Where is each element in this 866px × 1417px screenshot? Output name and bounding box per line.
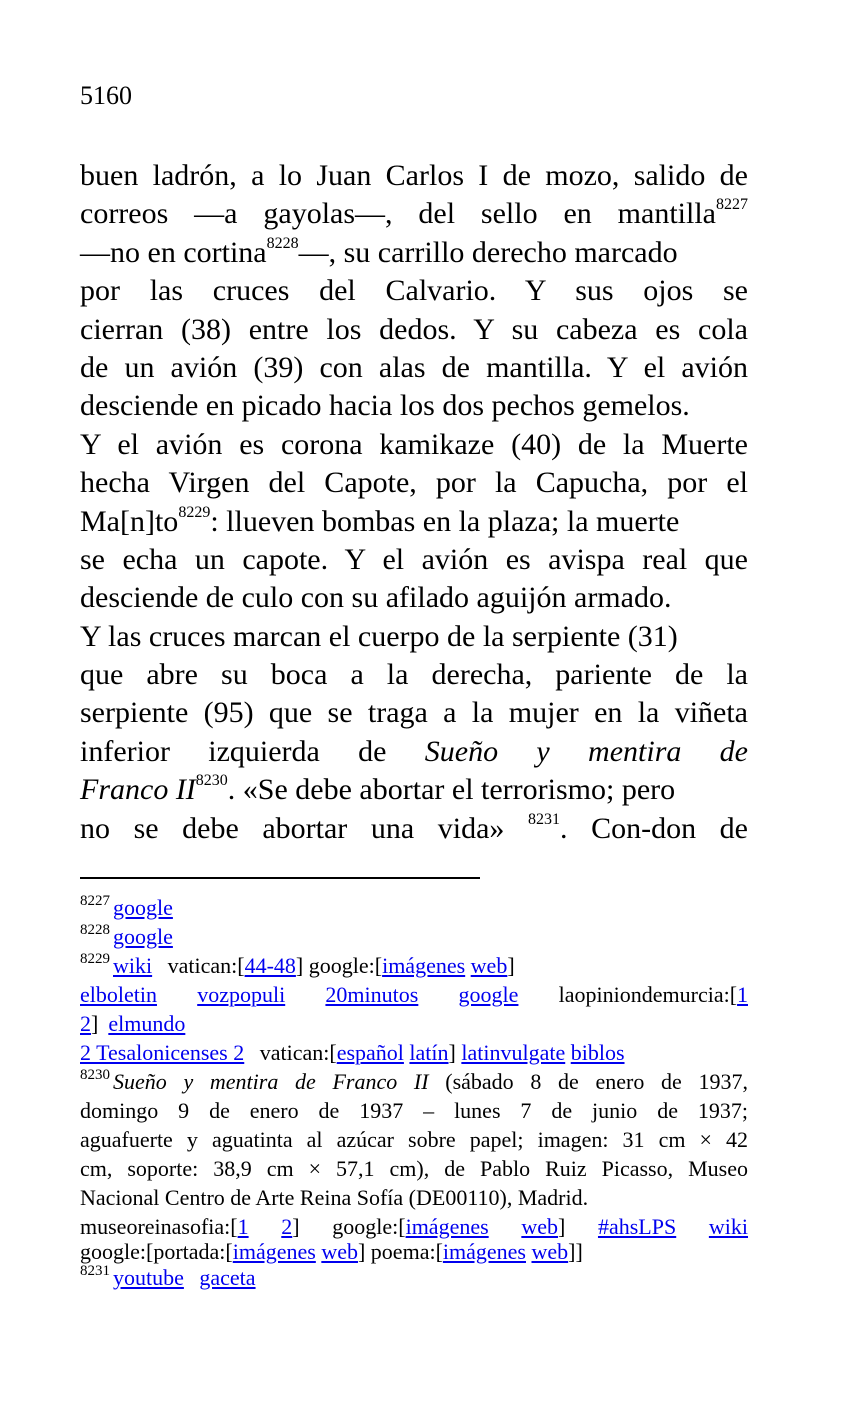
footnote-ref[interactable]: 8230 — [195, 772, 228, 790]
footnote-8228 — [80, 922, 748, 951]
label: vatican:[ — [167, 953, 245, 978]
bracket: ] — [91, 1011, 99, 1036]
footnote-8227 — [80, 893, 748, 922]
tesalonicenses-link[interactable]: 2 Tesalonicenses 2 — [80, 1040, 245, 1065]
footnote-ref[interactable]: 8231 — [528, 810, 561, 828]
text-line: —no en cortina$^{8228}$—, su carrillo derecho marcado — [80, 234, 678, 269]
hashtag-link[interactable]: #ahsLPS — [597, 1214, 677, 1239]
text-line: serpiente (95) que se traga a la mujer en la viñeta — [80, 696, 748, 730]
bracket: ] — [507, 953, 515, 978]
footnote-text-line: domingo 9 de enero de 1937 – lunes 7 de junio de 1937; — [80, 1098, 748, 1123]
footnote-8229 — [80, 951, 748, 980]
poema-images-link[interactable]: imágenes — [442, 1239, 526, 1264]
footnote-number: 8227 — [80, 893, 110, 909]
biblos-link[interactable]: biblos — [570, 1040, 625, 1065]
web-link[interactable]: web — [521, 1214, 558, 1239]
latinvulgate-link[interactable]: latinvulgate — [461, 1040, 566, 1065]
20minutos-link[interactable]: 20minutos — [325, 982, 419, 1007]
footnotes — [80, 893, 748, 1292]
poema-web-link[interactable]: web — [531, 1239, 569, 1264]
label: google:[portada:[ — [80, 1239, 233, 1264]
footnote-number: 8230 — [80, 1067, 110, 1083]
text-line: desciende en picado hacia los dos pechos gemelos. — [80, 389, 690, 423]
text-line: Franco $II^{8230}$. «Se debe abortar el terrorismo; pero — [80, 772, 676, 807]
label: ] google:[ — [295, 953, 383, 978]
footnote-8229-links — [80, 980, 748, 1009]
footnote-number: 8228 — [80, 922, 110, 938]
vatican-link[interactable]: 44-48 — [244, 953, 296, 978]
elmundo-link[interactable]: elmundo — [108, 1011, 186, 1036]
museo-link-2[interactable]: 2 — [281, 1214, 293, 1239]
youtube-link[interactable]: youtube — [113, 1265, 184, 1290]
footnote-8230-links — [80, 1241, 748, 1263]
text-line: hecha Virgen del Capote, por la Capucha, por el — [80, 466, 748, 500]
vozpopuli-link[interactable]: vozpopuli — [197, 982, 286, 1007]
label: vatican:[ — [259, 1040, 337, 1065]
laopinion-link-2[interactable]: 2 — [80, 1011, 91, 1036]
footnote-text-line: cm, soporte: 38,9 cm × 57,1 cm), de Pablo Ruiz Picasso, Museo — [80, 1156, 748, 1181]
images-link[interactable]: imágenes — [405, 1214, 489, 1239]
text-line: se echa un capote. Y el avión es avispa real que — [80, 542, 748, 576]
label: ] google:[ — [292, 1214, 406, 1239]
label: laopiniondemurcia:[ — [558, 982, 738, 1007]
footnote-divider — [80, 877, 480, 879]
footnote-number: 8229 — [80, 951, 110, 967]
google-link[interactable]: google — [113, 924, 173, 949]
text-line: de un avión (39) con alas de mantilla. Y el avión — [80, 350, 748, 384]
wiki-link[interactable]: wiki — [708, 1214, 748, 1239]
portada-web-link[interactable]: web — [321, 1239, 358, 1264]
elboletin-link[interactable]: elboletin — [80, 982, 157, 1007]
gaceta-link[interactable]: gaceta — [199, 1265, 256, 1290]
text-line: Y el avión es corona kamikaze (40) de la Muerte — [80, 427, 748, 461]
images-link[interactable]: imágenes — [382, 953, 466, 978]
text-line: por las cruces del Calvario. Y sus ojos se — [80, 274, 748, 308]
text-line: correos —a gayolas—, del sello en mantilla$^{8227}$ — [80, 196, 748, 231]
text-line: buen ladrón, a lo Juan Carlos I de mozo, salido de — [80, 159, 748, 192]
latin-link[interactable]: latín — [409, 1040, 449, 1065]
web-link[interactable]: web — [470, 953, 508, 978]
label: museoreinasofia:[ — [80, 1214, 238, 1239]
footnote-ref[interactable]: 8227 — [716, 196, 748, 214]
footnote-number: 8231 — [80, 1263, 110, 1279]
laopinion-link-1[interactable]: 1 — [737, 982, 748, 1007]
portada-images-link[interactable]: imágenes — [232, 1239, 316, 1264]
footnote-8229-links — [80, 1038, 748, 1067]
main-text — [80, 157, 748, 848]
espanol-link[interactable]: español — [336, 1040, 404, 1065]
footnote-ref[interactable]: 8228 — [266, 234, 299, 252]
footnote-ref[interactable]: 8229 — [178, 503, 211, 521]
footnote-8230: $^{8230}$ Sueño y mentira de Franco II (sábado 8 de enero de 1937, — [80, 1067, 748, 1094]
page-number: 5160 — [80, 81, 132, 110]
bracket: ] — [448, 1040, 456, 1065]
google-link[interactable]: google — [113, 895, 173, 920]
google-link[interactable]: google — [458, 982, 519, 1007]
bracket: ]] — [568, 1239, 583, 1264]
text-line: Y las cruces marcan el cuerpo de la serpiente (31) — [80, 619, 678, 653]
wiki-link[interactable]: wiki — [113, 953, 153, 978]
text-line: inferior izquierda de Sueño y mentira de — [80, 734, 748, 768]
footnote-text-line: aguafuerte y aguatinta al azúcar sobre papel; imagen: 31 cm × 42 — [80, 1127, 748, 1152]
museo-link-1[interactable]: 1 — [237, 1214, 249, 1239]
text-line: que abre su boca a la derecha, pariente de la — [80, 658, 748, 692]
footnote-8231 — [80, 1263, 748, 1292]
footnote-text-line: Nacional Centro de Arte Reina Sofía (DE00110), Madrid. — [80, 1185, 589, 1210]
label: ] poema:[ — [357, 1239, 443, 1264]
text-line: desciende de culo con su afilado aguijón armado. — [80, 581, 672, 615]
text-line: cierran (38) entre los dedos. Y su cabeza es cola — [80, 312, 748, 346]
text-line: no se debe abortar una vida» $^{8231}$. Con-don de — [80, 810, 748, 845]
footnote-8230-links: museoreinasofia:[1 2] google:[imágenes web] #ahsLPS wiki — [80, 1214, 748, 1239]
footnote-8229-links — [80, 1009, 748, 1038]
text-line: $Ma[n]to^{8229}$: llueven bombas en la plaza; la muerte — [80, 503, 680, 538]
